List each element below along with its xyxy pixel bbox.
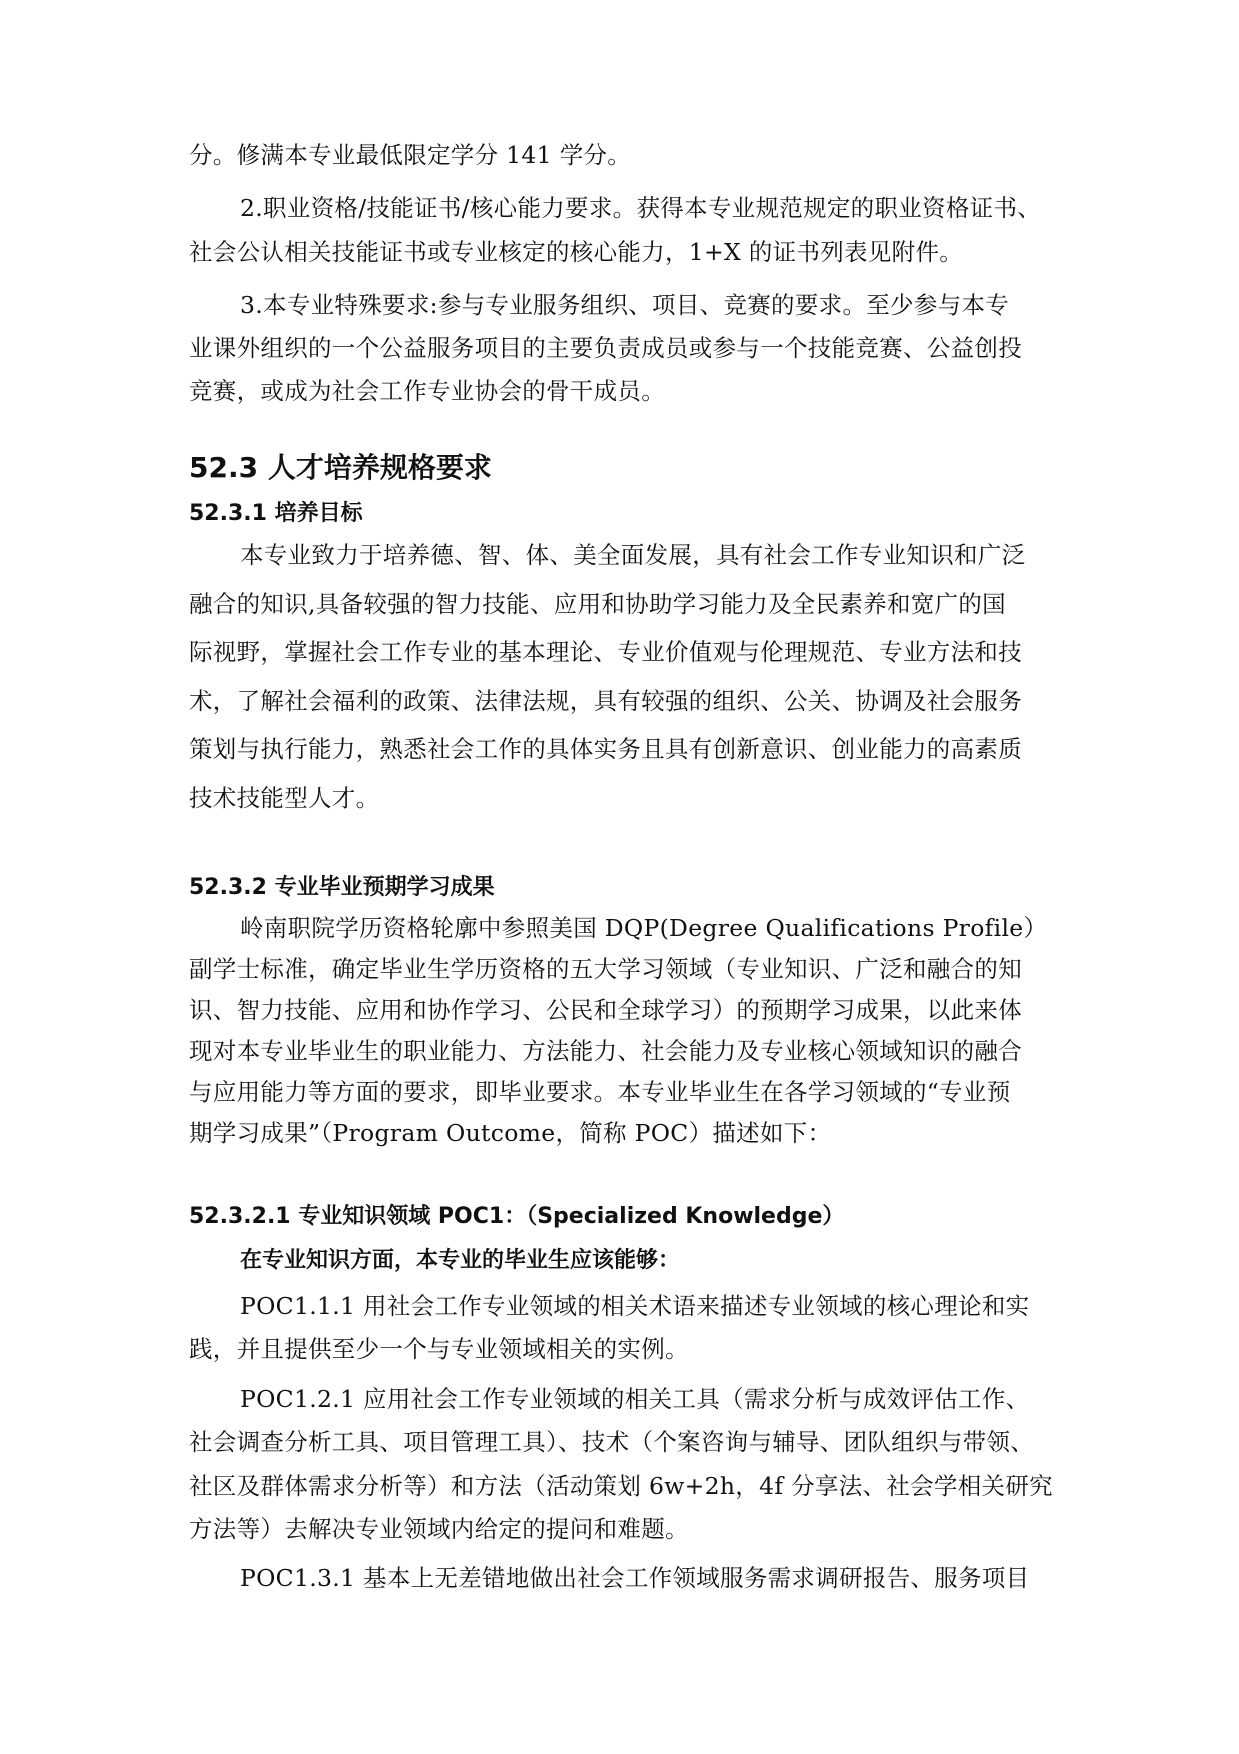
paragraph-line: 期学习成果”（Program Outcome，简称 POC）描述如下： [189, 1119, 832, 1147]
paragraph-line: POC1.1.1 用社会工作专业领域的相关术语来描述专业领域的核心理论和实 [240, 1292, 1030, 1320]
paragraph-line: 2.职业资格/技能证书/核心能力要求。获得本专业规范规定的职业资格证书、 [240, 194, 1042, 222]
paragraph-line: 社会调查分析工具、项目管理工具）、技术（个案咨询与辅导、团队组织与带领、 [189, 1428, 1035, 1456]
paragraph-line: POC1.3.1 基本上无差错地做出社会工作领域服务需求调研报告、服务项目 [240, 1564, 1030, 1592]
paragraph-line: 社会公认相关技能证书或专业核定的核心能力，1+X 的证书列表见附件。 [189, 238, 964, 266]
paragraph-line: POC1.2.1 应用社会工作专业领域的相关工具（需求分析与成效评估工作、 [240, 1385, 1030, 1413]
paragraph-line: 本专业致力于培养德、智、体、美全面发展，具有社会工作专业知识和广泛 [240, 541, 1026, 569]
section-heading: 52.3 人才培养规格要求 [189, 451, 492, 484]
paragraph-line: 识、智力技能、应用和协作学习、公民和全球学习）的预期学习成果，以此来体 [189, 996, 1022, 1024]
paragraph-line: 与应用能力等方面的要求，即毕业要求。本专业毕业生在各学习领域的“专业预 [189, 1078, 1011, 1106]
paragraph-line: 岭南职院学历资格轮廓中参照美国 DQP(Degree Qualifications Profile） [240, 914, 1048, 942]
subsubsection-heading: 52.3.2.1 专业知识领域 POC1：（Specialized Knowledge） [189, 1204, 845, 1229]
paragraph-line: 社区及群体需求分析等）和方法（活动策划 6w+2h，4f 分享法、社会学相关研究 [189, 1472, 1053, 1500]
paragraph-line: 竞赛，或成为社会工作专业协会的骨干成员。 [189, 377, 665, 405]
subsection-heading: 52.3.1 培养目标 [189, 501, 363, 526]
paragraph-line: 际视野，掌握社会工作专业的基本理论、专业价值观与伦理规范、专业方法和技 [189, 638, 1022, 666]
paragraph-line: 方法等）去解决专业领域内给定的提问和难题。 [189, 1515, 689, 1543]
paragraph-line: 术，了解社会福利的政策、法律法规，具有较强的组织、公关、协调及社会服务 [189, 687, 1022, 715]
bold-lead-line: 在专业知识方面，本专业的毕业生应该能够： [240, 1248, 681, 1273]
paragraph-line: 践，并且提供至少一个与专业领域相关的实例。 [189, 1335, 689, 1363]
paragraph-line: 业课外组织的一个公益服务项目的主要负责成员或参与一个技能竞赛、公益创投 [189, 334, 1022, 362]
paragraph-line: 分。修满本专业最低限定学分 141 学分。 [189, 141, 632, 169]
paragraph-line: 融合的知识,具备较强的智力技能、应用和协助学习能力及全民素养和宽广的国 [189, 590, 1006, 618]
paragraph-line: 副学士标准，确定毕业生学历资格的五大学习领域（专业知识、广泛和融合的知 [189, 955, 1022, 983]
paragraph-line: 现对本专业毕业生的职业能力、方法能力、社会能力及专业核心领域知识的融合 [189, 1037, 1022, 1065]
paragraph-line: 策划与执行能力，熟悉社会工作的具体实务且具有创新意识、创业能力的高素质 [189, 735, 1022, 763]
paragraph-line: 3.本专业特殊要求:参与专业服务组织、项目、竞赛的要求。至少参与本专 [240, 291, 1010, 319]
subsection-heading: 52.3.2 专业毕业预期学习成果 [189, 875, 495, 900]
paragraph-line: 技术技能型人才。 [189, 784, 380, 812]
